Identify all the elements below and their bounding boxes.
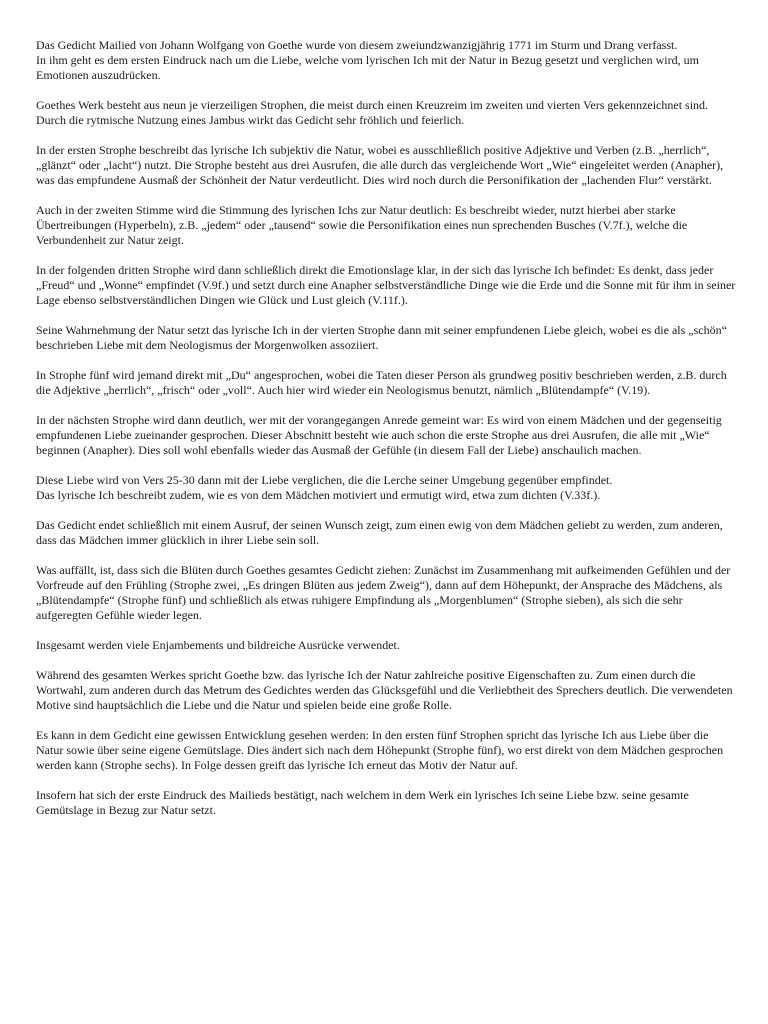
paragraph-stanza-2: Auch in der zweiten Stimme wird die Stimmung des lyrischen Ichs zur Natur deutlich: Es beschreibt wieder, nutzt hierbei aber starke Übertreibungen (Hyperbeln), z.B. „jedem“ oder „tausend“ sowie die Personifikation eines nun sprechenden Busches (V.7f.), welche die Verbundenheit zur Natur zeigt.: [36, 203, 688, 247]
paragraph-stanza-5: In Strophe fünf wird jemand direkt mit „Du“ angesprochen, wobei die Taten dieser Person als grundweg positiv beschrieben werden, z.B. durch die Adjektive „herrlich“, „frisch“ oder „voll“. Auch hier wird wieder ein Neologismus benutzt, nämlich „Blütendampfe“ (V.19).: [36, 368, 727, 397]
paragraph-style: Insgesamt werden viele Enjambements und bildreiche Ausrücke verwendet.: [36, 638, 400, 652]
paragraph-form: Goethes Werk besteht aus neun je vierzeiligen Strophen, die meist durch einen Kreuzreim im zweiten und vierten Vers gekennzeichnet sind. Durch die rytmische Nutzung eines Jambus wirkt das Gedicht sehr fröhlich und feierlich.: [36, 98, 709, 127]
paragraph-stanza-3: In der folgenden dritten Strophe wird dann schließlich direkt die Emotionslage klar, in der sich das lyrische Ich befindet: Es denkt, dass jeder „Freud“ und „Wonne“ empfindet (V.9f.) und setzt durch eine Anapher selbstverständliche Dinge wie die Erde und die Sonne mit für ihm in seiner Lage ebenso selbstverständlichen Dingen wie Glück und Lust gleich (V.11f.).: [36, 263, 736, 307]
paragraph-attributes: Während des gesamten Werkes spricht Goethe bzw. das lyrische Ich der Natur zahlreiche positive Eigenschaften zu. Zum einen durch die Wortwahl, zum anderen durch das Metrum des Gedichtes werden das Glücksgefühl und die Verliebtheit des Sprechers deutlich. Die verwendeten Motive sind hauptsächlich die Liebe und die Natur und spielen beide eine große Rolle.: [36, 668, 733, 712]
paragraph-development: Es kann in dem Gedicht eine gewissen Entwicklung gesehen werden: In den ersten fünf Strophen spricht das lyrische Ich aus Liebe über die Natur sowie über seine eigene Gemütslage. Dies ändert sich nach dem Höhepunkt (Strophe fünf), wo erst direkt von dem Mädchen gesprochen werden kann (Strophe sechs). In Folge dessen greift das lyrische Ich erneut das Motiv der Natur auf.: [36, 728, 724, 772]
paragraph-conclusion: Insofern hat sich der erste Eindruck des Mailieds bestätigt, nach welchem in dem Werk ein lyrisches Ich seine Liebe bzw. seine gesamte Gemütslage in Bezug zur Natur setzt.: [36, 788, 689, 817]
paragraph-blossoms: Was auffällt, ist, dass sich die Blüten durch Goethes gesamtes Gedicht ziehen: Zunächst im Zusammenhang mit aufkeimenden Gefühlen und der Vorfreude auf den Frühling (Strophe zwei, „Es dringen Blüten aus jedem Zweig“), dann auf dem Höhepunkt, der Ansprache des Mädchens, als „Blütendampfe“ (Strophe fünf) und schließlich als etwas ruhigere Empfindung als „Morgenblumen“ (Strophe sieben), als sich die sehr aufgeregten Gefühle wieder legen.: [36, 563, 731, 622]
paragraph-ending: Das Gedicht endet schließlich mit einem Ausruf, der seinen Wunsch zeigt, zum einen ewig von dem Mädchen geliebt zu werden, zum anderen, dass das Mädchen immer glücklich in ihrer Liebe sein soll.: [36, 518, 723, 547]
paragraph-intro: Das Gedicht Mailied von Johann Wolfgang von Goethe wurde von diesem zweiundzwanzigjährig 1771 im Sturm und Drang verfasst. In ihm geht es dem ersten Eindruck nach um die Liebe, welche vom lyrischen Ich mit der Natur in Bezug gesetzt und verglichen wird, um Emotionen auszudrücken.: [36, 38, 699, 82]
paragraph-stanza-4: Seine Wahrnehmung der Natur setzt das lyrische Ich in der vierten Strophe dann mit seiner empfundenen Liebe gleich, wobei es die als „schön“ beschrieben Liebe mit dem Neologismus der Morgenwolken assoziiert.: [36, 323, 727, 352]
paragraph-stanza-6: In der nächsten Strophe wird dann deutlich, wer mit der vorangegangen Anrede gemeint war: Es wird von einem Mädchen und der gegenseitig empfundenen Liebe zueinander gesprochen. Dieser Abschnitt besteht wie auch schon die erste Strophe aus drei Ausrufen, die alle mit „Wie“ beginnen (Anapher). Dies soll wohl ebenfalls wieder das Ausmaß der Gefühle (in diesem Fall der Liebe) anschaulich machen.: [36, 413, 722, 457]
paragraph-stanza-1: In der ersten Strophe beschreibt das lyrische Ich subjektiv die Natur, wobei es ausschließlich positive Adjektive und Verben (z.B. „herrlich“, „glänzt“ oder „lacht“) nutzt. Die Strophe besteht aus drei Ausrufen, die alle durch das vergleichende Wort „Wie“ eingeleitet werden (Anapher), was das empfundene Ausmaß der Schönheit der Natur verdeutlicht. Dies wird noch durch die Personifikation der „lachenden Flur“ verstärkt.: [36, 143, 724, 187]
document-page: [36, 38, 736, 833]
paragraph-lark: Diese Liebe wird von Vers 25-30 dann mit der Liebe verglichen, die die Lerche seiner Umgebung gegenüber empfindet. Das lyrische Ich beschreibt zudem, wie es von dem Mädchen motiviert und ermutigt wird, etwa zum dichten (V.33f.).: [36, 473, 613, 502]
